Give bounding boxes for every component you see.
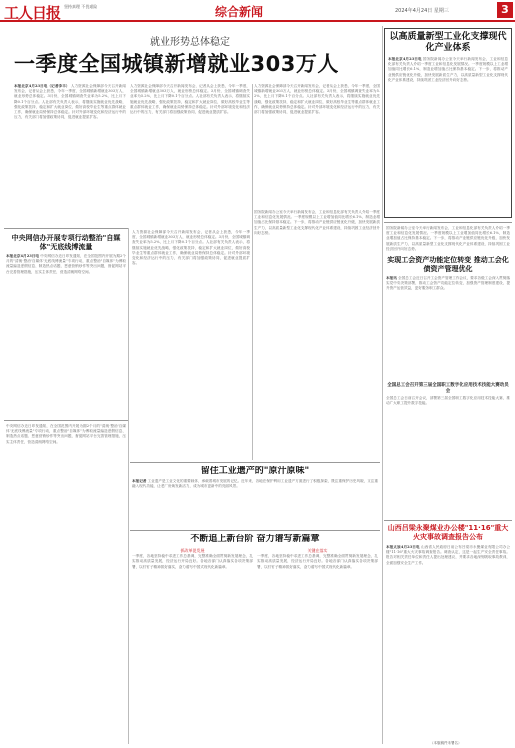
left-lower-text <box>6 424 126 742</box>
footer-note: （本版稿件未署名） <box>430 741 462 745</box>
right-mid-body: 全国总工会近日召开工会资产管理工作会议，要求各级工会深入贯彻落实党中央决策部署，推动工会资产功能定位转变，加强资产管理制度建设，提升资产运营效益，更好服务职工群众。 <box>386 276 510 291</box>
right-note-text <box>386 396 510 468</box>
lead-body-cont-2: 人力资源社会保障部今天召开新闻发布会，记者从会上获悉，今年一季度，全国城镇新增就业303万人，就业形势总体稳定。3月份，全国城镇调查失业率为5.2%，比上月下降0.1个百分点。人社部有关负责人表示，将继续实施就业优先战略，强化政策扶持，稳定和扩大就业岗位，做好高校毕业生等重点群体就业工作，确保就业局势保持总体稳定。针对外部环境变化和经济运行中的压力，有关部门将加强政策协同，促进就业提质扩容。 <box>254 84 380 115</box>
lead-headline: 一季度全国城镇新增就业303万人 <box>14 52 339 76</box>
center-article-body: 工业遗产是工业文化的重要载体，承载着城市发展的记忆。近年来，各地在保护利用工业遗产方面进行了积极探索，既注重保护历史风貌，又注重融入现代功能，让老厂房焕发新活力，成为城市更新中的亮丽风景。 <box>132 479 378 489</box>
center-article-byline: 本报记者 <box>132 479 147 483</box>
right-mid-text <box>386 276 510 372</box>
right-bottom-text <box>386 545 510 730</box>
section-title: 综合新闻 <box>215 5 264 19</box>
page-number: 3 <box>497 2 513 18</box>
lead-body: 人力资源社会保障部今天召开新闻发布会，记者从会上获悉，今年一季度，全国城镇新增就业303万人，就业形势总体稳定。3月份，全国城镇调查失业率为5.2%，比上月下降0.1个百分点。人社部有关负责人表示，将继续实施就业优先战略，强化政策扶持，稳定和扩大就业岗位，做好高校毕业生等重点群体就业工作，确保就业局势保持总体稳定。针对外部环境变化和经济运行中的压力，有关部门将加强政策协同，促进就业提质扩容。 <box>14 84 126 120</box>
left-article-body: 中央网信办近日印发通知，在全国范围内开展为期2个月的"清朗·整治'自媒体'无底线博流量"专项行动，重点整治"自媒体"为博取流量编造虚假信息、制造热点话题、恶意营销炒作等突出问题，督促网站平台完善管理措施，压实主体责任，营造清朗网络空间。 <box>6 254 126 274</box>
right-note-headline: 全国总工会召开第三届全国职工数字化应用技术技能大赛动员会 <box>387 383 509 394</box>
divider <box>384 520 512 521</box>
right-upper-body: 国务院新闻办公室今天举行新闻发布会，工业和信息化部有关负责人介绍一季度工业和信息化发展情况。一季度规模以上工业增加值同比增长6.1%，制造业增加值占比保持基本稳定。下一步，将推动产业链供应链优化升级，加快发展新质生产力，以高质量新型工业化支撑现代化产业体系建设，持续巩固工业经济回升向好态势。 <box>386 226 510 251</box>
top-right-article <box>384 28 512 218</box>
lower-center-body: 一季度，各地坚持稳中求进工作总基调，完整准确全面贯彻新发展理念，扎实推动高质量发展，经济运行开局良好。各地各部门认真落实各项决策部署，以钉钉子精神抓好落实，奋力谱写中国式现代化新篇章。 <box>132 554 253 569</box>
right-bottom-body: 山西省人民政府日前公布吕梁市永聚煤业有限公司办公楼"11·16"重大火灾事故调查报告。调查认定，这是一起生产安全责任事故。报告对相关责任单位和责任人提出处理建议，并要求各地深刻吸取事故教训，全面加强安全生产工作。 <box>386 545 510 565</box>
lead-byline: 本报北京4月23日电（记者李丰） <box>14 84 70 88</box>
left-lower-body: 中央网信办近日印发通知，在全国范围内开展为期2个月的"清朗·整治'自媒体'无底线博流量"专项行动，重点整治"自媒体"为博取流量编造虚假信息、制造热点话题、恶意营销炒作等突出问题，督促网站平台完善管理措施，压实主体责任，营造清朗网络空间。 <box>6 424 126 444</box>
right-bottom-headline: 山西吕梁永聚煤业办公楼"11·16"重大火灾事故调查报告公布 <box>387 524 509 541</box>
masthead <box>0 0 515 22</box>
logo-subtitle: 坚持真理 不畏艰险 <box>64 4 98 9</box>
lead-column-1 <box>14 84 126 224</box>
right-upper-text <box>386 226 510 252</box>
column-rule <box>382 26 383 744</box>
right-mid-article <box>386 256 510 376</box>
lead-column-3 <box>254 84 380 204</box>
right-mid-byline: 本报讯 <box>386 276 397 280</box>
lower-center-subhead-2: 关键在落实 <box>307 548 328 553</box>
column-rule <box>128 228 129 744</box>
lead-kicker: 就业形势总体稳定 <box>150 37 230 48</box>
right-note-body: 全国总工会日前召开会议，部署第三届全国职工数字化应用技术技能大赛，推动广大职工提升数字技能。 <box>386 396 510 406</box>
lead-column-2 <box>130 84 250 204</box>
center-article-text <box>132 479 378 525</box>
lower-center-body-2: 一季度，各地坚持稳中求进工作总基调，完整准确全面贯彻新发展理念，扎实推动高质量发展，经济运行开局良好。各地各部门认真落实各项决策部署，以钉钉子精神抓好落实，奋力谱写中国式现代化新篇章。 <box>257 554 378 569</box>
divider <box>384 222 512 223</box>
top-right-text <box>388 57 508 217</box>
newspaper-logo: 工人日报 <box>4 4 61 22</box>
column-rule <box>252 84 253 460</box>
left-article <box>6 234 126 414</box>
lower-center-subhead-1: 抓改革促发展 <box>180 548 205 553</box>
right-bottom-byline: 本报太原4月23日电 <box>386 545 420 549</box>
mid-col2-body: 国务院新闻办公室今天举行新闻发布会，工业和信息化部有关负责人介绍一季度工业和信息化发展情况。一季度规模以上工业增加值同比增长6.1%，制造业增加值占比保持基本稳定。下一步，将推动产业链供应链优化升级，加快发展新质生产力，以高质量新型工业化支撑现代化产业体系建设，持续巩固工业经济回升向好态势。 <box>254 210 380 235</box>
lower-center-col-2 <box>257 547 378 733</box>
right-note-article <box>386 380 510 470</box>
left-article-byline: 本报北京4月23日电 <box>6 254 39 258</box>
left-article-text <box>6 254 126 404</box>
top-right-headline: 以高质量新型工业化支撑现代化产业体系 <box>389 32 507 53</box>
right-bottom-article <box>386 524 510 738</box>
mid-col1-body: 人力资源社会保障部今天召开新闻发布会，记者从会上获悉，今年一季度，全国城镇新增就业303万人，就业形势总体稳定。3月份，全国城镇调查失业率为5.2%，比上月下降0.1个百分点。人社部有关负责人表示，将继续实施就业优先战略，强化政策扶持，稳定和扩大就业岗位，做好高校毕业生等重点群体就业工作，确保就业局势保持总体稳定。针对外部环境变化和经济运行中的压力，有关部门将加强政策协同，促进就业提质扩容。 <box>132 230 250 266</box>
divider <box>130 530 380 531</box>
divider <box>4 228 128 229</box>
lead-body-cont: 人力资源社会保障部今天召开新闻发布会，记者从会上获悉，今年一季度，全国城镇新增就业303万人，就业形势总体稳定。3月份，全国城镇调查失业率为5.2%，比上月下降0.1个百分点。人社部有关负责人表示，将继续实施就业优先战略，强化政策扶持，稳定和扩大就业岗位，做好高校毕业生等重点群体就业工作，确保就业局势保持总体稳定。针对外部环境变化和经济运行中的压力，有关部门将加强政策协同，促进就业提质扩容。 <box>130 84 250 115</box>
center-article <box>132 466 378 526</box>
issue-date: 2024年4月24日 星期三 <box>395 8 449 14</box>
divider <box>130 462 380 463</box>
lower-center-headline: 不断追上新台阶 奋力谱写新篇章 <box>190 534 320 544</box>
lower-center-col-1 <box>132 547 253 733</box>
mid-column-1 <box>132 230 250 460</box>
right-mid-headline: 实现工会资产功能定位转变 推动工会化债资产管理优化 <box>387 256 509 273</box>
left-article-headline: 中央网信办开展专项行动整治"自媒体"无底线博流量 <box>11 234 121 251</box>
top-right-byline: 本报北京4月23日电 <box>388 57 422 61</box>
center-article-headline: 留住工业遗产的"原汁原味" <box>200 466 310 476</box>
top-right-body: 国务院新闻办公室今天举行新闻发布会，工业和信息化部有关负责人介绍一季度工业和信息化发展情况。一季度规模以上工业增加值同比增长6.1%，制造业增加值占比保持基本稳定。下一步，将推动产业链供应链优化升级，加快发展新质生产力，以高质量新型工业化支撑现代化产业体系建设，持续巩固工业经济回升向好态势。 <box>388 57 508 82</box>
lower-center-article <box>132 534 378 740</box>
divider <box>4 420 128 421</box>
mid-column-2 <box>254 210 380 460</box>
